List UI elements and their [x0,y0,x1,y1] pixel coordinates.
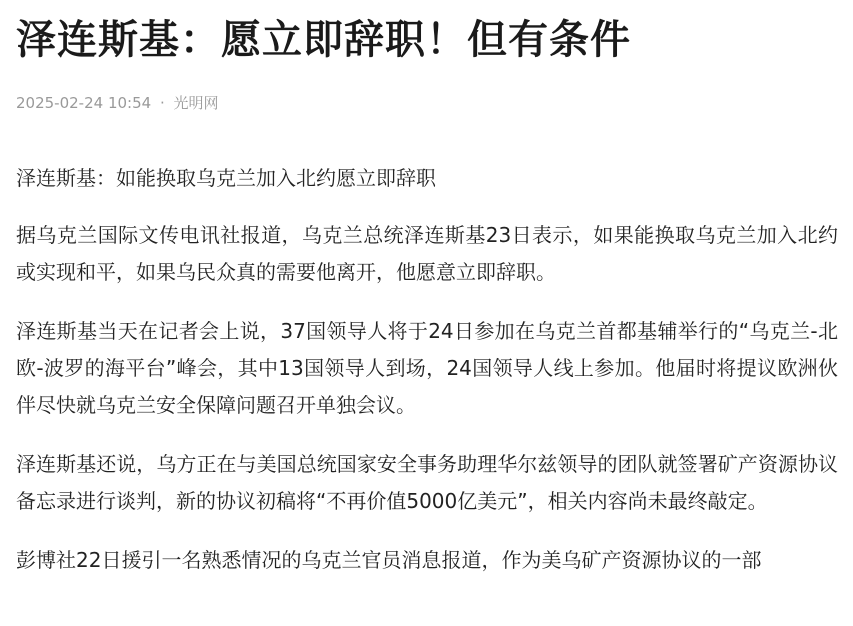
article-paragraph: 泽连斯基还说，乌方正在与美国总统国家安全事务助理华尔兹领导的团队就签署矿产资源协议备忘录进行谈判，新的协议初稿将“不再价值5000亿美元”，相关内容尚未最终敲定。 [16,452,838,513]
article-title: 泽连斯基：愿立即辞职！但有条件 [16,17,631,63]
article-paragraph: 泽连斯基：如能换取乌克兰加入北约愿立即辞职 [16,166,436,190]
source-name: 光明网 [173,94,219,112]
article-meta [16,92,219,114]
article-paragraph: 据乌克兰国际文传电讯社报道，乌克兰总统泽连斯基23日表示，如果能换取乌克兰加入北约或实现和平，如果乌民众真的需要他离开，他愿意立即辞职。 [16,223,838,284]
publish-datetime: 2025-02-24 10:54 [16,94,152,112]
article-paragraph: 泽连斯基当天在记者会上说，37国领导人将于24日参加在乌克兰首都基辅举行的“乌克兰-北欧-波罗的海平台”峰会，其中13国领导人到场，24国领导人线上参加。他届时将提议欧洲伙伴尽快就乌克兰安全保障问题召开单独会议。 [16,319,838,417]
article-body [16,160,838,601]
article-paragraph: 彭博社22日援引一名熟悉情况的乌克兰官员消息报道，作为美乌矿产资源协议的一部 [16,548,762,572]
meta-separator: · [159,94,165,112]
